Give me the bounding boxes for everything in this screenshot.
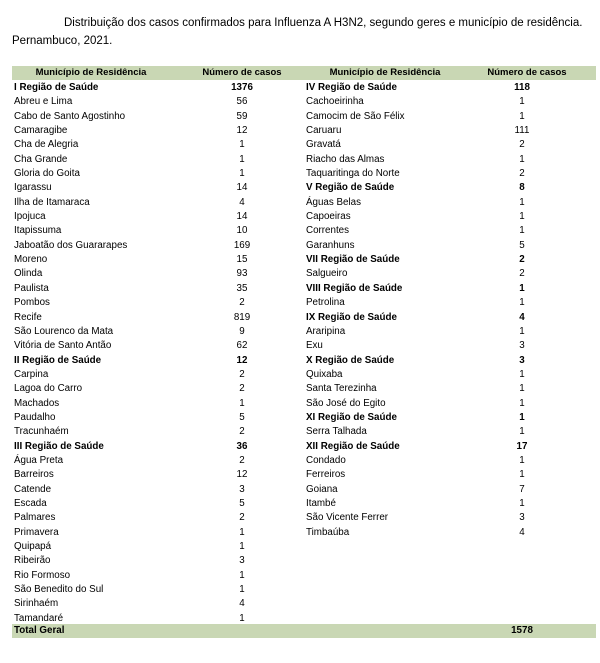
municipio-name: Moreno (14, 254, 48, 266)
table-row (304, 167, 596, 181)
municipio-name: Itambé (306, 497, 336, 509)
case-count: 1 (519, 426, 525, 438)
municipio-name: X Região de Saúde (306, 354, 395, 366)
table-row (304, 138, 596, 152)
table-row (304, 95, 596, 109)
table-row (304, 267, 596, 281)
municipio-name: VII Região de Saúde (306, 254, 400, 266)
municipio-name: IV Região de Saúde (306, 82, 397, 93)
case-count: 1 (519, 397, 525, 409)
table-row (304, 511, 596, 525)
municipio-name: Salgueiro (306, 268, 348, 280)
case-count: 3 (519, 512, 525, 524)
municipio-name: Itapissuma (14, 225, 62, 237)
table-row (12, 267, 304, 281)
case-count: 3 (239, 483, 245, 495)
municipio-name: XII Região de Saúde (306, 440, 400, 452)
table-row (304, 210, 596, 224)
municipio-name: Vitória de Santo Antão (14, 340, 112, 352)
municipio-name: Cha de Alegria (14, 139, 79, 151)
table-row (12, 497, 304, 511)
case-count: 1 (239, 139, 245, 151)
region-row (304, 311, 596, 325)
case-count: 5 (239, 411, 245, 423)
municipio-name: Araripina (306, 325, 346, 337)
municipio-name: Condado (306, 454, 346, 466)
municipio-name: São Benedito do Sul (14, 584, 104, 596)
region-row (12, 81, 304, 95)
region-row (304, 253, 596, 267)
case-count: 1 (519, 383, 525, 395)
table-row (12, 296, 304, 310)
region-row (12, 354, 304, 368)
right-column (304, 81, 596, 540)
case-count: 1 (519, 497, 525, 509)
case-count: 1 (519, 196, 525, 208)
table-row (12, 397, 304, 411)
municipio-name: Goiana (306, 483, 338, 495)
table-row (12, 483, 304, 497)
case-count: 12 (236, 469, 248, 481)
table-row (12, 454, 304, 468)
municipio-name: Olinda (14, 268, 43, 280)
case-count: 1 (239, 612, 245, 624)
municipio-name: Barreiros (14, 469, 54, 481)
case-count: 2 (519, 139, 525, 151)
case-count: 12 (236, 125, 248, 137)
municipio-name: Abreu e Lima (14, 96, 73, 108)
table-row (12, 583, 304, 597)
municipio-name: Machados (14, 397, 60, 409)
case-count: 2 (239, 297, 245, 309)
header-right-municipio: Município de Residência (329, 67, 441, 78)
municipio-name: Escada (14, 497, 47, 509)
case-count: 3 (519, 340, 525, 352)
table-row (12, 196, 304, 210)
municipio-name: Rio Formoso (14, 569, 71, 581)
table-row (304, 196, 596, 210)
case-count: 1 (519, 469, 525, 481)
municipio-name: Ribeirão (14, 555, 51, 567)
case-count: 12 (236, 354, 248, 366)
municipio-name: Recife (14, 311, 42, 323)
municipio-name: Exu (306, 340, 323, 352)
case-count: 169 (233, 239, 251, 251)
case-count: 1376 (231, 82, 253, 93)
case-count: 1 (519, 368, 525, 380)
municipio-name: V Região de Saúde (306, 182, 395, 194)
table-row (12, 368, 304, 382)
case-count: 14 (236, 182, 248, 194)
municipio-name: Lagoa do Carro (14, 383, 83, 395)
region-row (12, 440, 304, 454)
municipio-name: Sirinhaém (14, 598, 59, 610)
case-count: 2 (519, 268, 525, 280)
municipio-name: Carpina (14, 368, 49, 380)
table-row (12, 325, 304, 339)
municipio-name: Ipojuca (14, 211, 46, 223)
municipio-name: Camocim de São Félix (306, 110, 405, 122)
municipio-name: Tamandaré (14, 612, 64, 624)
case-count: 1 (519, 282, 525, 294)
header-right-numero: Número de casos (487, 67, 567, 78)
case-count: 1 (519, 211, 525, 223)
case-count: 62 (236, 340, 248, 352)
municipio-name: IX Região de Saúde (306, 311, 397, 323)
table-row (12, 224, 304, 238)
left-column (12, 81, 304, 626)
case-count: 819 (233, 311, 251, 323)
table-row (12, 167, 304, 181)
case-count: 93 (236, 268, 248, 280)
table-row (304, 224, 596, 238)
header-left-numero: Número de casos (202, 67, 282, 78)
table-row (12, 282, 304, 296)
case-count: 8 (519, 182, 525, 194)
municipio-name: Primavera (14, 526, 59, 538)
municipio-name: III Região de Saúde (14, 440, 104, 452)
table-row (12, 511, 304, 525)
case-count: 1 (239, 541, 245, 552)
case-count: 14 (236, 211, 248, 223)
case-count: 36 (236, 440, 248, 452)
municipio-name: Ferreiros (306, 469, 346, 481)
table-row (304, 382, 596, 396)
case-count: 2 (239, 512, 245, 524)
case-count: 2 (519, 254, 525, 266)
region-row (304, 181, 596, 195)
region-row (304, 354, 596, 368)
municipio-name: Cabo de Santo Agostinho (14, 110, 126, 122)
case-count: 1 (239, 526, 245, 538)
municipio-name: Riacho das Almas (306, 153, 385, 165)
municipio-name: Água Preta (14, 454, 64, 466)
table-row (12, 526, 304, 540)
total-value: 1578 (511, 625, 533, 636)
table-row (12, 554, 304, 568)
case-count: 5 (239, 497, 245, 509)
table-row (12, 411, 304, 425)
table-row (304, 397, 596, 411)
case-count: 2 (239, 368, 245, 380)
region-row (304, 440, 596, 454)
table-row (304, 368, 596, 382)
table-row (304, 239, 596, 253)
municipio-name: II Região de Saúde (14, 354, 102, 366)
table-row (304, 454, 596, 468)
case-count: 2 (239, 383, 245, 395)
case-count: 5 (519, 239, 525, 251)
municipio-name: Quipapá (14, 541, 52, 552)
region-row (304, 81, 596, 95)
case-count: 118 (514, 82, 530, 93)
municipio-name: Ilha de Itamaraca (14, 196, 90, 208)
case-count: 111 (514, 125, 530, 137)
case-count: 2 (239, 426, 245, 438)
municipio-name: Garanhuns (306, 239, 355, 251)
case-count: 9 (239, 325, 245, 337)
table-row (304, 526, 596, 540)
case-count: 1 (519, 411, 525, 423)
table-row (12, 253, 304, 267)
case-count: 59 (236, 110, 248, 122)
table-row (304, 483, 596, 497)
case-count: 4 (239, 196, 245, 208)
municipio-name: Igarassu (14, 182, 52, 194)
municipio-name: São Lourenco da Mata (14, 325, 114, 337)
total-label: Total Geral (14, 625, 65, 636)
table-row (12, 181, 304, 195)
case-count: 1 (519, 454, 525, 466)
municipio-name: Capoeiras (306, 211, 351, 223)
municipio-name: Quixaba (306, 368, 343, 380)
municipio-name: Caruaru (306, 125, 342, 137)
municipio-name: Gravatá (306, 139, 341, 151)
table-header (12, 66, 596, 80)
table-row (12, 239, 304, 253)
case-count: 3 (519, 354, 525, 366)
case-count: 1 (519, 110, 525, 122)
municipio-name: VIII Região de Saúde (306, 282, 403, 294)
case-count: 1 (239, 397, 245, 409)
municipio-name: Serra Talhada (306, 426, 367, 438)
table-row (304, 339, 596, 353)
table-row (304, 425, 596, 439)
caption-line-1: Distribuição dos casos confirmados para Influenza A H3N2, segundo geres e município de residência. (64, 17, 583, 29)
municipio-name: Petrolina (306, 297, 345, 309)
table-row (12, 124, 304, 138)
table-row (12, 210, 304, 224)
case-count: 7 (519, 483, 525, 495)
case-count: 4 (239, 598, 245, 610)
case-count: 2 (519, 168, 525, 180)
case-count: 1 (519, 96, 525, 108)
table-row (304, 296, 596, 310)
case-count: 4 (519, 311, 525, 323)
municipio-name: Palmares (14, 512, 56, 524)
municipio-name: Jaboatão dos Guararapes (14, 239, 128, 251)
case-count: 2 (239, 454, 245, 466)
case-count: 1 (519, 153, 525, 165)
case-count: 1 (239, 153, 245, 165)
table-row (304, 468, 596, 482)
case-count: 10 (236, 225, 248, 237)
municipio-name: Gloria do Goita (14, 168, 80, 180)
case-count: 56 (236, 96, 248, 108)
table-row (304, 497, 596, 511)
municipio-name: Tracunhaém (14, 426, 69, 438)
municipio-name: Paudalho (14, 411, 56, 423)
table-row (12, 597, 304, 611)
table-row (12, 339, 304, 353)
case-count: 1 (239, 569, 245, 581)
table-row (12, 110, 304, 124)
table-row (304, 110, 596, 124)
case-count: 35 (236, 282, 248, 294)
case-count: 15 (236, 254, 248, 266)
region-row (304, 411, 596, 425)
municipio-name: Paulista (14, 282, 49, 294)
table-row (12, 425, 304, 439)
case-count: 4 (519, 526, 525, 538)
case-count: 1 (239, 584, 245, 596)
municipio-name: Camaragibe (14, 125, 68, 137)
table-row (304, 325, 596, 339)
caption-line-2: Pernambuco, 2021. (12, 35, 113, 47)
total-row (12, 624, 596, 638)
table-row (304, 124, 596, 138)
header-left-municipio: Município de Residência (35, 67, 147, 78)
municipio-name: São Vicente Ferrer (306, 512, 389, 524)
case-count: 17 (516, 440, 528, 452)
table-row (12, 382, 304, 396)
case-count: 3 (239, 555, 245, 567)
table-row (12, 95, 304, 109)
municipio-name: Cha Grande (14, 153, 68, 165)
case-count: 1 (239, 168, 245, 180)
table-caption (12, 14, 590, 50)
table-row (12, 311, 304, 325)
municipio-name: Taquaritinga do Norte (306, 168, 400, 180)
table-row (12, 569, 304, 583)
municipio-name: Timbaúba (306, 526, 350, 538)
municipio-name: XI Região de Saúde (306, 411, 397, 423)
table-row (12, 153, 304, 167)
municipio-name: Cachoeirinha (306, 96, 364, 108)
case-count: 1 (519, 325, 525, 337)
table-row (304, 153, 596, 167)
municipio-name: Santa Terezinha (306, 383, 377, 395)
municipio-name: Pombos (14, 297, 50, 309)
table-row (12, 468, 304, 482)
municipio-name: São José do Egito (306, 397, 386, 409)
case-count: 1 (519, 297, 525, 309)
municipio-name: I Região de Saúde (14, 82, 99, 93)
municipio-name: Catende (14, 483, 52, 495)
region-row (304, 282, 596, 296)
table-row (12, 138, 304, 152)
municipio-name: Águas Belas (306, 196, 362, 208)
table-row (12, 540, 304, 554)
municipio-name: Correntes (306, 225, 350, 237)
case-count: 1 (519, 225, 525, 237)
